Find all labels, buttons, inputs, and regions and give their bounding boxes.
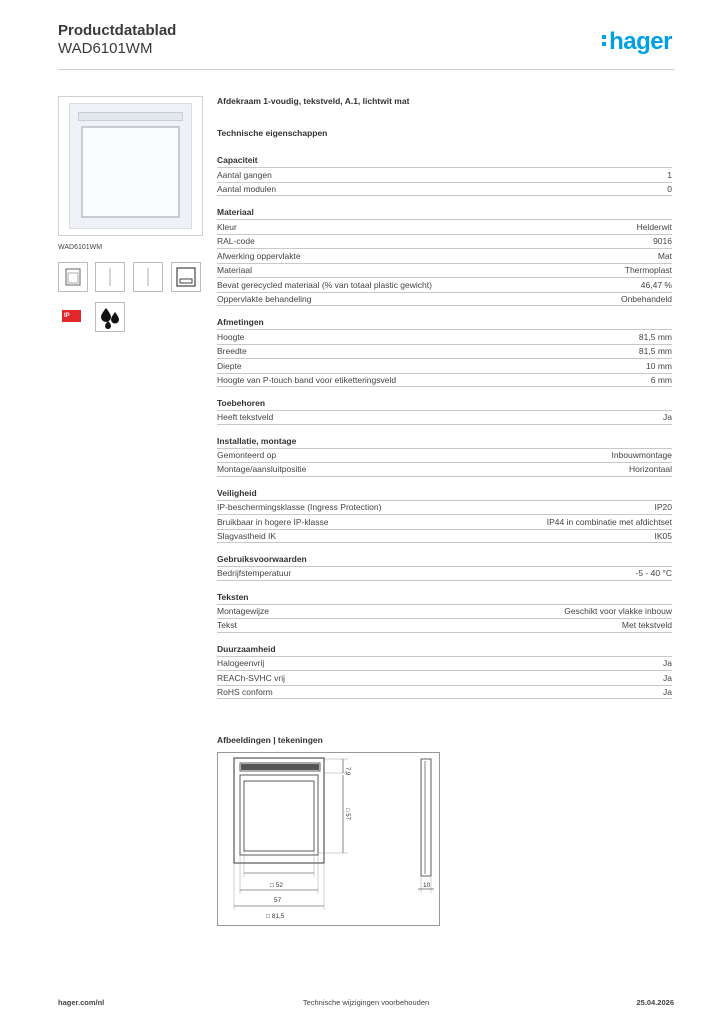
spec-label: Kleur <box>217 221 237 232</box>
spec-value: 9016 <box>653 236 672 247</box>
water-drops-icon <box>95 302 125 332</box>
product-code: WAD6101WM <box>58 40 153 57</box>
section-title: Installatie, montage <box>217 435 297 446</box>
spec-row <box>217 685 672 700</box>
spec-value: 6 mm <box>650 374 672 385</box>
spec-row <box>217 277 672 292</box>
spec-label: Montagewijze <box>217 606 269 617</box>
spec-label: Bedrijfstemperatuur <box>217 568 292 579</box>
spec-row <box>217 263 672 278</box>
product-specifications <box>217 96 672 708</box>
technical-drawing <box>217 752 440 926</box>
drawings-heading: Afbeeldingen | tekeningen <box>217 735 323 745</box>
spec-value: Onbehandeld <box>620 293 672 304</box>
spec-value: Helderwit <box>636 221 672 232</box>
spec-value: Ja <box>663 672 672 683</box>
section-title: Veiligheid <box>217 487 257 498</box>
spec-rows <box>217 500 672 544</box>
dim-label-top: 7,9 <box>344 767 350 776</box>
spec-label: Materiaal <box>217 265 252 276</box>
spec-value: Ja <box>663 686 672 697</box>
spec-label: Bruikbaar in hogere IP-klasse <box>217 516 329 527</box>
spec-value: Met tekstveld <box>621 620 672 631</box>
spec-row <box>217 670 672 685</box>
frame-opening <box>81 126 180 218</box>
spec-row <box>217 329 672 344</box>
spec-label: Montage/aansluitpositie <box>217 464 307 475</box>
spec-label: Slagvastheid IK <box>217 530 277 541</box>
section-title: Toebehoren <box>217 398 266 408</box>
spec-value: Horizontaal <box>629 464 672 475</box>
spec-value: 46,47 % <box>640 279 672 290</box>
spec-row <box>217 373 672 388</box>
spec-row <box>217 500 672 515</box>
ip-badge-label: IP <box>64 313 70 319</box>
spec-section <box>217 396 672 425</box>
spec-value: IK05 <box>654 530 672 541</box>
spec-label: Aantal modulen <box>217 183 277 194</box>
label-frame-icon <box>172 263 200 291</box>
spec-value: 81,5 mm <box>638 331 672 342</box>
spec-value: IP20 <box>654 502 672 513</box>
hager-logo <box>602 28 672 56</box>
thumbnail-label-view[interactable] <box>171 262 201 292</box>
spec-label: Breedte <box>217 346 247 357</box>
spec-label: Bevat gerecycled materiaal (% van totaal plastic gewicht) <box>217 279 432 290</box>
thumbnail-front-view[interactable] <box>58 262 88 292</box>
spec-row <box>217 529 672 544</box>
thumbnail-side-view[interactable] <box>95 262 125 292</box>
spec-label: Aantal gangen <box>217 169 272 180</box>
spec-label: Diepte <box>217 360 242 371</box>
spec-label: RAL-code <box>217 236 255 247</box>
spec-rows <box>217 219 672 306</box>
footer-disclaimer: Technische wijzigingen voorbehouden <box>302 998 430 1007</box>
page-header <box>58 18 674 70</box>
section-title: Teksten <box>217 591 249 602</box>
section-title: Capaciteit <box>217 155 258 165</box>
dim-label-outer: □ 81,5 <box>266 913 285 920</box>
spec-sections <box>217 153 672 699</box>
spec-value: Geschikt voor vlakke inbouw <box>564 606 672 617</box>
spec-row <box>217 248 672 263</box>
spec-section <box>217 315 672 387</box>
spec-label: Halogeenvrij <box>217 658 265 669</box>
document-title: Productdatablad <box>58 22 177 39</box>
spec-value: Ja <box>663 658 672 669</box>
spec-label: Gemonteerd op <box>217 450 277 461</box>
logo-dots-icon <box>602 32 607 49</box>
spec-rows <box>217 410 672 425</box>
spec-section <box>217 642 672 700</box>
spec-rows <box>217 656 672 700</box>
section-title: Materiaal <box>217 207 254 217</box>
product-image <box>58 96 203 236</box>
spec-row <box>217 358 672 373</box>
spec-value: Thermoplast <box>624 265 672 276</box>
spec-value: 81,5 mm <box>638 346 672 357</box>
spec-rows <box>217 566 672 581</box>
section-title: Afmetingen <box>217 317 264 327</box>
dim-label-depth: 10 <box>423 882 431 889</box>
spec-rows <box>217 329 672 387</box>
spec-value: 10 mm <box>646 360 672 371</box>
technical-properties-heading: Technische eigenschappen <box>217 128 328 138</box>
spec-label: Hoogte van P-touch band voor etiketteringsveld <box>217 374 397 385</box>
spec-row <box>217 234 672 249</box>
spec-label: Tekst <box>217 620 237 631</box>
spec-row <box>217 618 672 633</box>
spec-value: Ja <box>663 412 672 423</box>
ip-rating-badge <box>62 310 81 322</box>
spec-row <box>217 410 672 425</box>
spec-section <box>217 153 672 196</box>
spec-value: Inbouwmontage <box>611 450 672 461</box>
spec-row <box>217 514 672 529</box>
logo-text: hager <box>609 28 672 55</box>
spec-rows <box>217 604 672 633</box>
spec-section <box>217 434 672 477</box>
dim-label-height: □ 57 <box>344 808 350 820</box>
spec-row <box>217 344 672 359</box>
spec-row <box>217 167 672 182</box>
spec-section <box>217 205 672 306</box>
section-title: Gebruiksvoorwaarden <box>217 554 307 564</box>
front-view-icon <box>59 263 87 291</box>
spec-rows <box>217 448 672 477</box>
spec-label: RoHS conform <box>217 686 273 697</box>
spec-label: Oppervlakte behandeling <box>217 293 312 304</box>
spec-value: -5 - 40 °C <box>635 568 672 579</box>
dim-label-frame: 57 <box>274 897 282 904</box>
spec-value: 1 <box>667 169 672 180</box>
side-view-alt-icon <box>134 263 162 291</box>
spec-value: IP44 in combinatie met afdichtset <box>546 516 672 527</box>
spec-label: Heeft tekstveld <box>217 412 274 423</box>
spec-row <box>217 292 672 307</box>
spec-row <box>217 448 672 463</box>
spec-section <box>217 552 672 581</box>
spec-row <box>217 182 672 197</box>
spec-label: Afwerking oppervlakte <box>217 250 301 261</box>
dimension-drawing <box>218 753 439 925</box>
spec-row <box>217 219 672 234</box>
thumbnail-side-view-2[interactable] <box>133 262 163 292</box>
spec-section <box>217 590 672 633</box>
spec-row <box>217 656 672 671</box>
spec-row <box>217 604 672 619</box>
dim-label-inner: □ 52 <box>270 882 283 889</box>
image-caption: WAD6101WM <box>58 244 103 251</box>
side-view-icon <box>96 263 124 291</box>
label-field-strip <box>78 112 183 121</box>
footer-website-link[interactable]: hager.com/nl <box>58 998 105 1007</box>
spec-section <box>217 486 672 544</box>
section-title: Duurzaamheid <box>217 643 276 654</box>
spec-row <box>217 462 672 477</box>
product-description: Afdekraam 1-voudig, tekstveld, A.1, lichtwit mat <box>217 96 410 106</box>
cover-frame-picture <box>69 103 192 229</box>
spec-label: Hoogte <box>217 331 245 342</box>
footer-date: 25.04.2026 <box>636 998 674 1007</box>
spec-label: IP-beschermingsklasse (Ingress Protection) <box>217 502 382 513</box>
spec-label: REACh-SVHC vrij <box>217 672 286 683</box>
spec-row <box>217 566 672 581</box>
spec-value: 0 <box>667 183 672 194</box>
spec-rows <box>217 167 672 196</box>
spec-value: Mat <box>657 250 672 261</box>
